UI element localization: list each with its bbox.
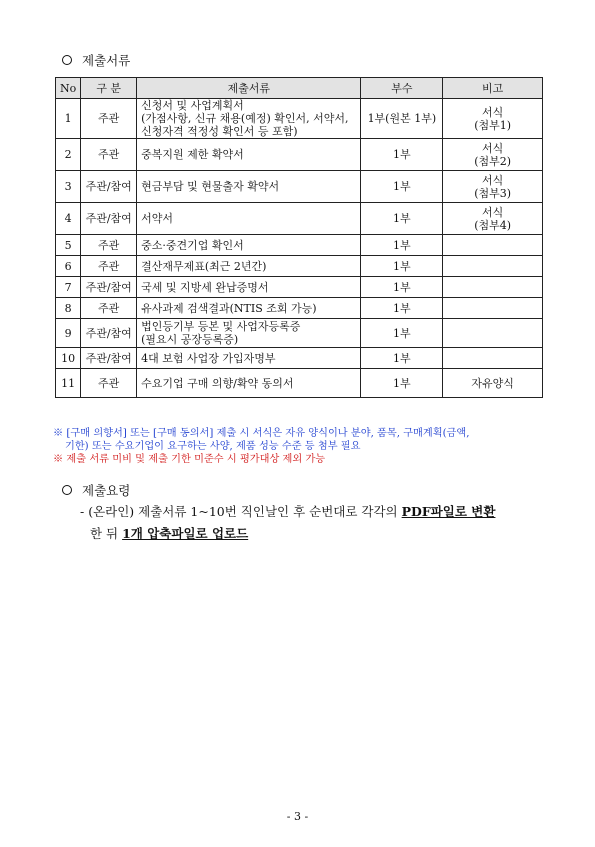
cell-no: 4 [56, 203, 81, 235]
cell-no: 5 [56, 235, 81, 256]
table-row [56, 203, 543, 235]
remark-line: 서식 [481, 205, 504, 219]
cell-copies: 1부 [361, 298, 443, 319]
cell-documents [137, 99, 361, 139]
cell-no: 9 [56, 319, 81, 348]
header-copies: 부수 [361, 78, 443, 99]
table-header-row [56, 78, 543, 99]
cell-remarks [443, 171, 543, 203]
cell-type: 주관 [81, 99, 137, 139]
cell-copies: 1부 [361, 369, 443, 398]
table-row [56, 369, 543, 398]
documents-table [55, 77, 543, 398]
section-title-text: 제출서류 [82, 53, 131, 68]
cell-copies: 1부 [361, 203, 443, 235]
cell-type: 주관/참여 [81, 203, 137, 235]
cell-remarks [443, 235, 543, 256]
document-line: 중소·중견기업 확인서 [141, 238, 244, 252]
document-line: 신청서 및 사업계획서 [141, 99, 244, 112]
cell-documents [137, 171, 361, 203]
circle-bullet-icon [62, 55, 72, 65]
table-row [56, 99, 543, 139]
cell-documents [137, 139, 361, 171]
remark-line: 서식 [481, 105, 504, 119]
cell-no: 6 [56, 256, 81, 277]
cell-type: 주관/참여 [81, 319, 137, 348]
page-number: - 3 - [286, 810, 309, 823]
cell-no: 11 [56, 369, 81, 398]
cell-type: 주관/참여 [81, 171, 137, 203]
cell-type: 주관 [81, 256, 137, 277]
cell-copies: 1부 [361, 235, 443, 256]
table-row [56, 256, 543, 277]
section-title-documents [62, 51, 130, 69]
table-row [56, 298, 543, 319]
cell-documents [137, 256, 361, 277]
cell-copies: 1부 [361, 277, 443, 298]
remark-line: (첨부2) [474, 154, 512, 168]
cell-type: 주관 [81, 235, 137, 256]
cell-type: 주관 [81, 139, 137, 171]
section-title-submission [62, 481, 130, 499]
cell-type: 주관/참여 [81, 348, 137, 369]
instruction-emphasis: 1개 압축파일로 업로드 [122, 526, 249, 541]
cell-documents [137, 235, 361, 256]
cell-copies: 1부 [361, 348, 443, 369]
instruction-text: 한 뒤 [90, 526, 123, 541]
note-line: 기한) 또는 수요기업이 요구하는 사양, 제품 성능 수준 등 첨부 필요 [65, 441, 361, 452]
table-row [56, 348, 543, 369]
cell-no: 10 [56, 348, 81, 369]
submission-instruction-line2 [90, 525, 248, 543]
header-no: No [56, 78, 81, 99]
note-purchase-intent [53, 427, 469, 453]
instruction-emphasis: PDF파일로 변환 [401, 504, 496, 519]
cell-remarks [443, 277, 543, 298]
document-line: 국세 및 지방세 완납증명서 [141, 280, 269, 294]
instruction-text: - (온라인) 제출서류 1~10번 직인날인 후 순번대로 각각의 [80, 504, 402, 519]
remark-line: (첨부3) [474, 186, 512, 200]
table-row [56, 171, 543, 203]
submission-instruction-line1 [80, 503, 495, 521]
cell-type: 주관 [81, 369, 137, 398]
cell-no: 8 [56, 298, 81, 319]
cell-remarks [443, 203, 543, 235]
document-line: 현금부담 및 현물출자 확약서 [141, 180, 280, 193]
table-row [56, 235, 543, 256]
remark-line: 서식 [481, 173, 504, 187]
cell-no: 3 [56, 171, 81, 203]
cell-no: 7 [56, 277, 81, 298]
cell-remarks [443, 139, 543, 171]
document-line: 중복지원 제한 확약서 [141, 148, 244, 161]
note-line: ※ [구매 의향서] 또는 [구매 동의서] 제출 시 서식은 자유 양식이나 분야, 품목, 구매계획(금액, [53, 428, 470, 439]
note-disqualification: ※ 제출 서류 미비 및 제출 기한 미준수 시 평가대상 제외 가능 [53, 454, 326, 465]
cell-copies: 1부 [361, 139, 443, 171]
cell-no: 2 [56, 139, 81, 171]
document-line: 서약서 [141, 212, 174, 225]
cell-remarks [443, 99, 543, 139]
header-documents: 제출서류 [137, 78, 361, 99]
cell-documents [137, 348, 361, 369]
remark-line: (첨부4) [474, 218, 512, 232]
document-line: 수요기업 구매 의향/확약 동의서 [141, 376, 294, 390]
header-remarks: 비고 [443, 78, 543, 99]
cell-copies: 1부 [361, 319, 443, 348]
section-title-text: 제출요령 [82, 483, 131, 498]
cell-documents [137, 203, 361, 235]
remark-line: (첨부1) [474, 118, 512, 132]
cell-remarks [443, 348, 543, 369]
document-line: 신청자격 적정성 확인서 등 포함) [141, 125, 298, 138]
remark-line: 자유양식 [471, 376, 514, 390]
cell-remarks [443, 369, 543, 398]
cell-documents [137, 319, 361, 348]
remark-line: 서식 [481, 141, 504, 155]
cell-copies: 1부(원본 1부) [361, 99, 443, 139]
document-line: 결산재무제표(최근 2년간) [141, 259, 267, 273]
circle-bullet-icon [62, 485, 72, 495]
document-line: (가점사항, 신규 채용(예정) 확인서, 서약서, [141, 112, 349, 125]
cell-documents [137, 277, 361, 298]
cell-remarks [443, 256, 543, 277]
cell-remarks [443, 319, 543, 348]
cell-type: 주관 [81, 298, 137, 319]
cell-copies: 1부 [361, 256, 443, 277]
cell-documents [137, 369, 361, 398]
cell-no: 1 [56, 99, 81, 139]
document-line: (필요시 공장등록증) [141, 333, 239, 346]
cell-copies: 1부 [361, 171, 443, 203]
document-line: 4대 보험 사업장 가입자명부 [141, 351, 276, 365]
document-line: 법인등기부 등본 및 사업자등록증 [141, 320, 301, 333]
cell-type: 주관/참여 [81, 277, 137, 298]
table-row [56, 277, 543, 298]
table-row [56, 139, 543, 171]
header-type: 구 분 [81, 78, 137, 99]
document-line: 유사과제 검색결과(NTIS 조회 가능) [141, 301, 317, 315]
table-row [56, 319, 543, 348]
cell-documents [137, 298, 361, 319]
cell-remarks [443, 298, 543, 319]
